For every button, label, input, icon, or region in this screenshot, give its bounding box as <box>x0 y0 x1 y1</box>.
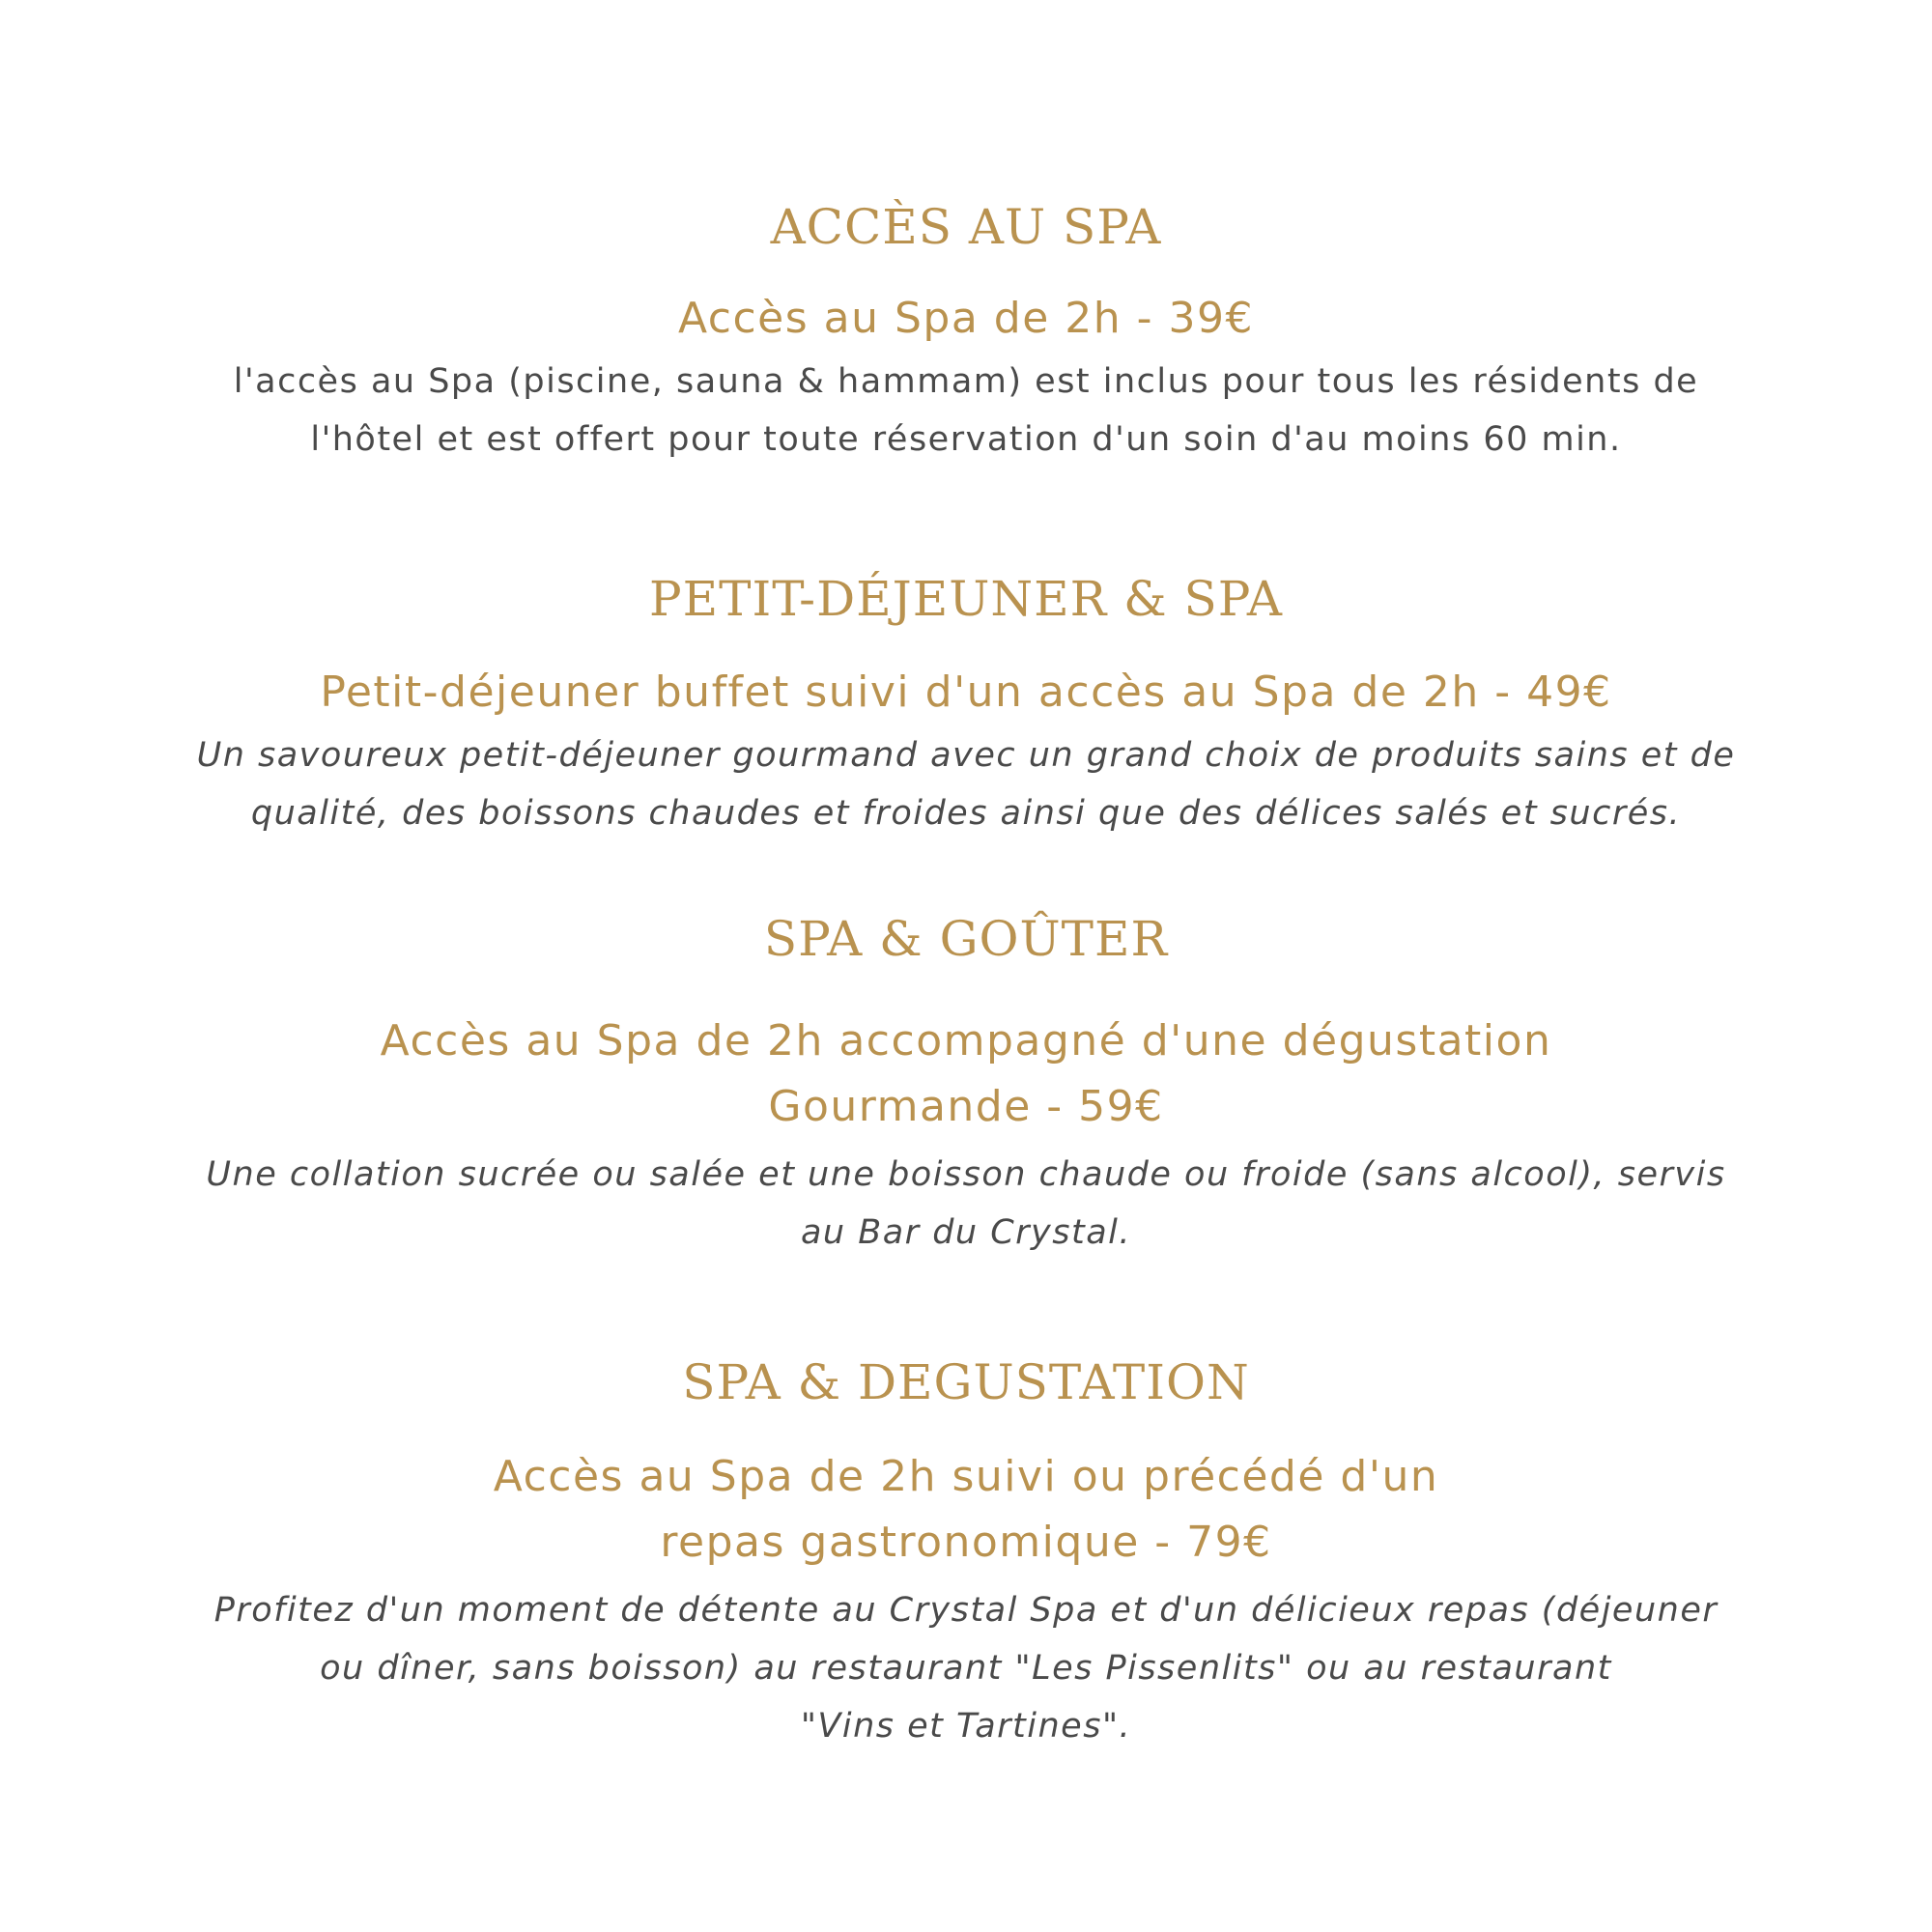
offer-description <box>0 1146 1932 1262</box>
section-heading: PETIT-DÉJEUNER & SPA <box>649 571 1283 627</box>
offer-title <box>0 1009 1932 1140</box>
offer-title-line: Accès au Spa de 2h - 39€ <box>677 294 1255 343</box>
offer-description <box>0 353 1932 469</box>
description-line: l'accès au Spa (piscine, sauna & hammam) est inclus pour tous les résidents de <box>233 362 1699 401</box>
offer-description <box>0 726 1932 842</box>
description-line: Une collation sucrée ou salée et une boisson chaude ou froide (sans alcool), servis <box>206 1155 1726 1194</box>
section-spa-degustation <box>0 1353 1932 1411</box>
offer-title-line: repas gastronomique - 79€ <box>660 1518 1272 1567</box>
description-line: "Vins et Tartines". <box>800 1707 1132 1746</box>
description-line: Un savoureux petit-déjeuner gourmand avec un grand choix de produits sains et de <box>196 736 1736 775</box>
offer-title <box>0 660 1932 725</box>
offer-title <box>0 286 1932 352</box>
description-line: au Bar du Crystal. <box>800 1213 1132 1252</box>
section-heading: SPA & GOÛTER <box>763 911 1169 967</box>
description-line: ou dîner, sans boisson) au restaurant "Les Pissenlits" ou au restaurant <box>320 1649 1612 1688</box>
offer-title-line: Petit-déjeuner buffet suivi d'un accès au Spa de 2h - 49€ <box>320 668 1612 717</box>
offer-description <box>0 1581 1932 1755</box>
description-line: Profitez d'un moment de détente au Crystal Spa et d'un délicieux repas (déjeuner <box>213 1591 1719 1630</box>
section-acces-au-spa <box>0 198 1932 256</box>
offer-title-line: Gourmande - 59€ <box>768 1082 1164 1131</box>
description-line: qualité, des boissons chaudes et froides ainsi que des délices salés et sucrés. <box>250 794 1682 833</box>
section-petit-dejeuner-spa <box>0 570 1932 628</box>
offer-title-line: Accès au Spa de 2h accompagné d'une dégustation <box>380 1016 1552 1065</box>
section-spa-gouter <box>0 910 1932 968</box>
section-heading: SPA & DEGUSTATION <box>682 1354 1250 1410</box>
section-heading: ACCÈS AU SPA <box>770 199 1162 255</box>
offer-title <box>0 1444 1932 1576</box>
offer-title-line: Accès au Spa de 2h suivi ou précédé d'un <box>493 1452 1439 1501</box>
description-line: l'hôtel et est offert pour toute réservation d'un soin d'au moins 60 min. <box>310 420 1622 459</box>
